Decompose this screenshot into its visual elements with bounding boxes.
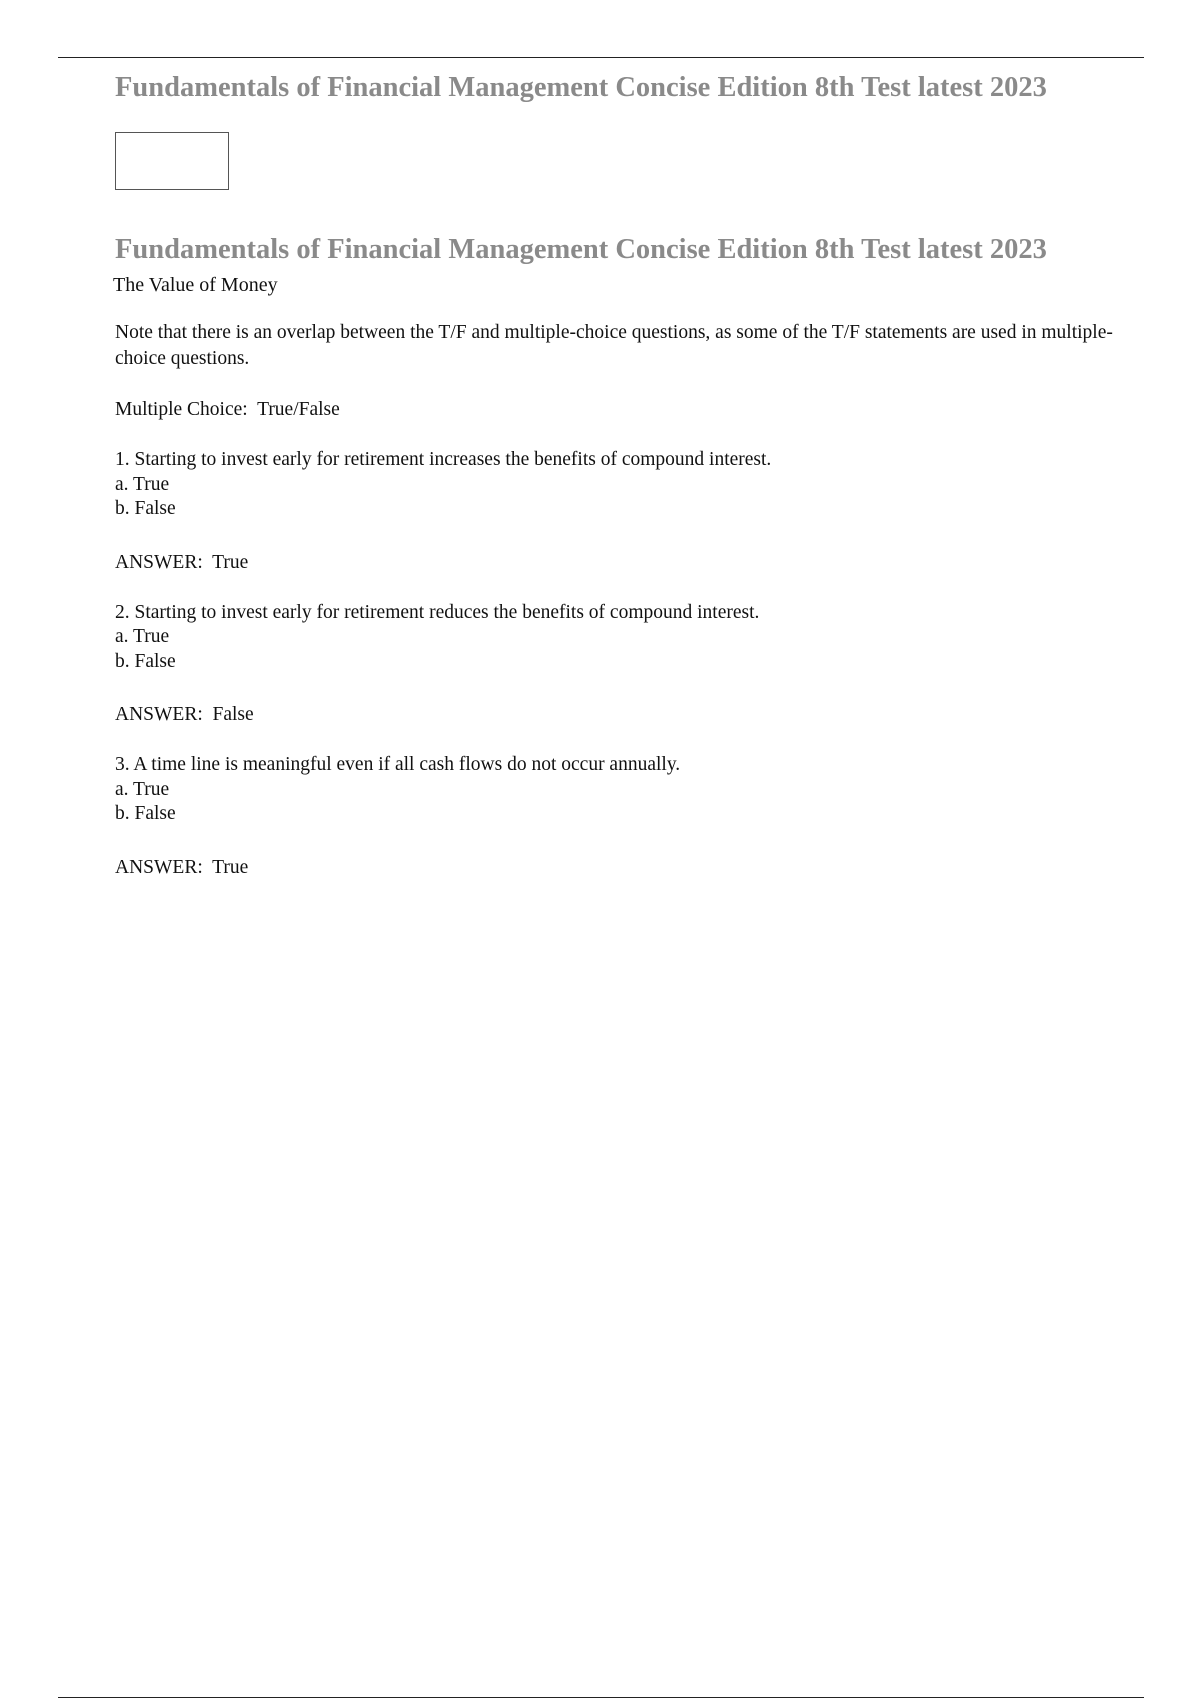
- header-title: Fundamentals of Financial Management Concise Edition 8th Test latest 2023: [115, 72, 1047, 103]
- option-b: b. False: [115, 803, 176, 824]
- question-text: 1. Starting to invest early for retirement increases the benefits of compound interest.: [115, 449, 772, 470]
- main-title: Fundamentals of Financial Management Concise Edition 8th Test latest 2023: [115, 234, 1047, 265]
- document-body: [115, 68, 1125, 881]
- option-a: a. True: [115, 778, 170, 800]
- question-2: [115, 601, 1125, 729]
- answer: ANSWER: True: [115, 551, 249, 573]
- answer: ANSWER: True: [115, 856, 249, 878]
- section-title: The Value of Money: [113, 274, 278, 296]
- answer: ANSWER: False: [115, 704, 254, 725]
- image-placeholder: [115, 132, 229, 190]
- option-b: b. False: [115, 650, 176, 672]
- option-a: a. True: [115, 473, 170, 495]
- option-b: b. False: [115, 498, 176, 519]
- bottom-rule: [58, 1697, 1144, 1698]
- question-text: 3. A time line is meaningful even if all cash flows do not occur annually.: [115, 754, 681, 775]
- multiple-choice-heading: Multiple Choice: True/False: [115, 399, 340, 420]
- option-a: a. True: [115, 626, 170, 647]
- question-1: [115, 448, 1125, 576]
- question-text: 2. Starting to invest early for retirement reduces the benefits of compound interest.: [115, 601, 760, 623]
- top-rule: [58, 57, 1144, 58]
- overlap-note: Note that there is an overlap between the T/F and multiple-choice questions, as some of the T/F statements are used in multiple-choice questions.: [115, 322, 1113, 369]
- question-3: [115, 753, 1125, 881]
